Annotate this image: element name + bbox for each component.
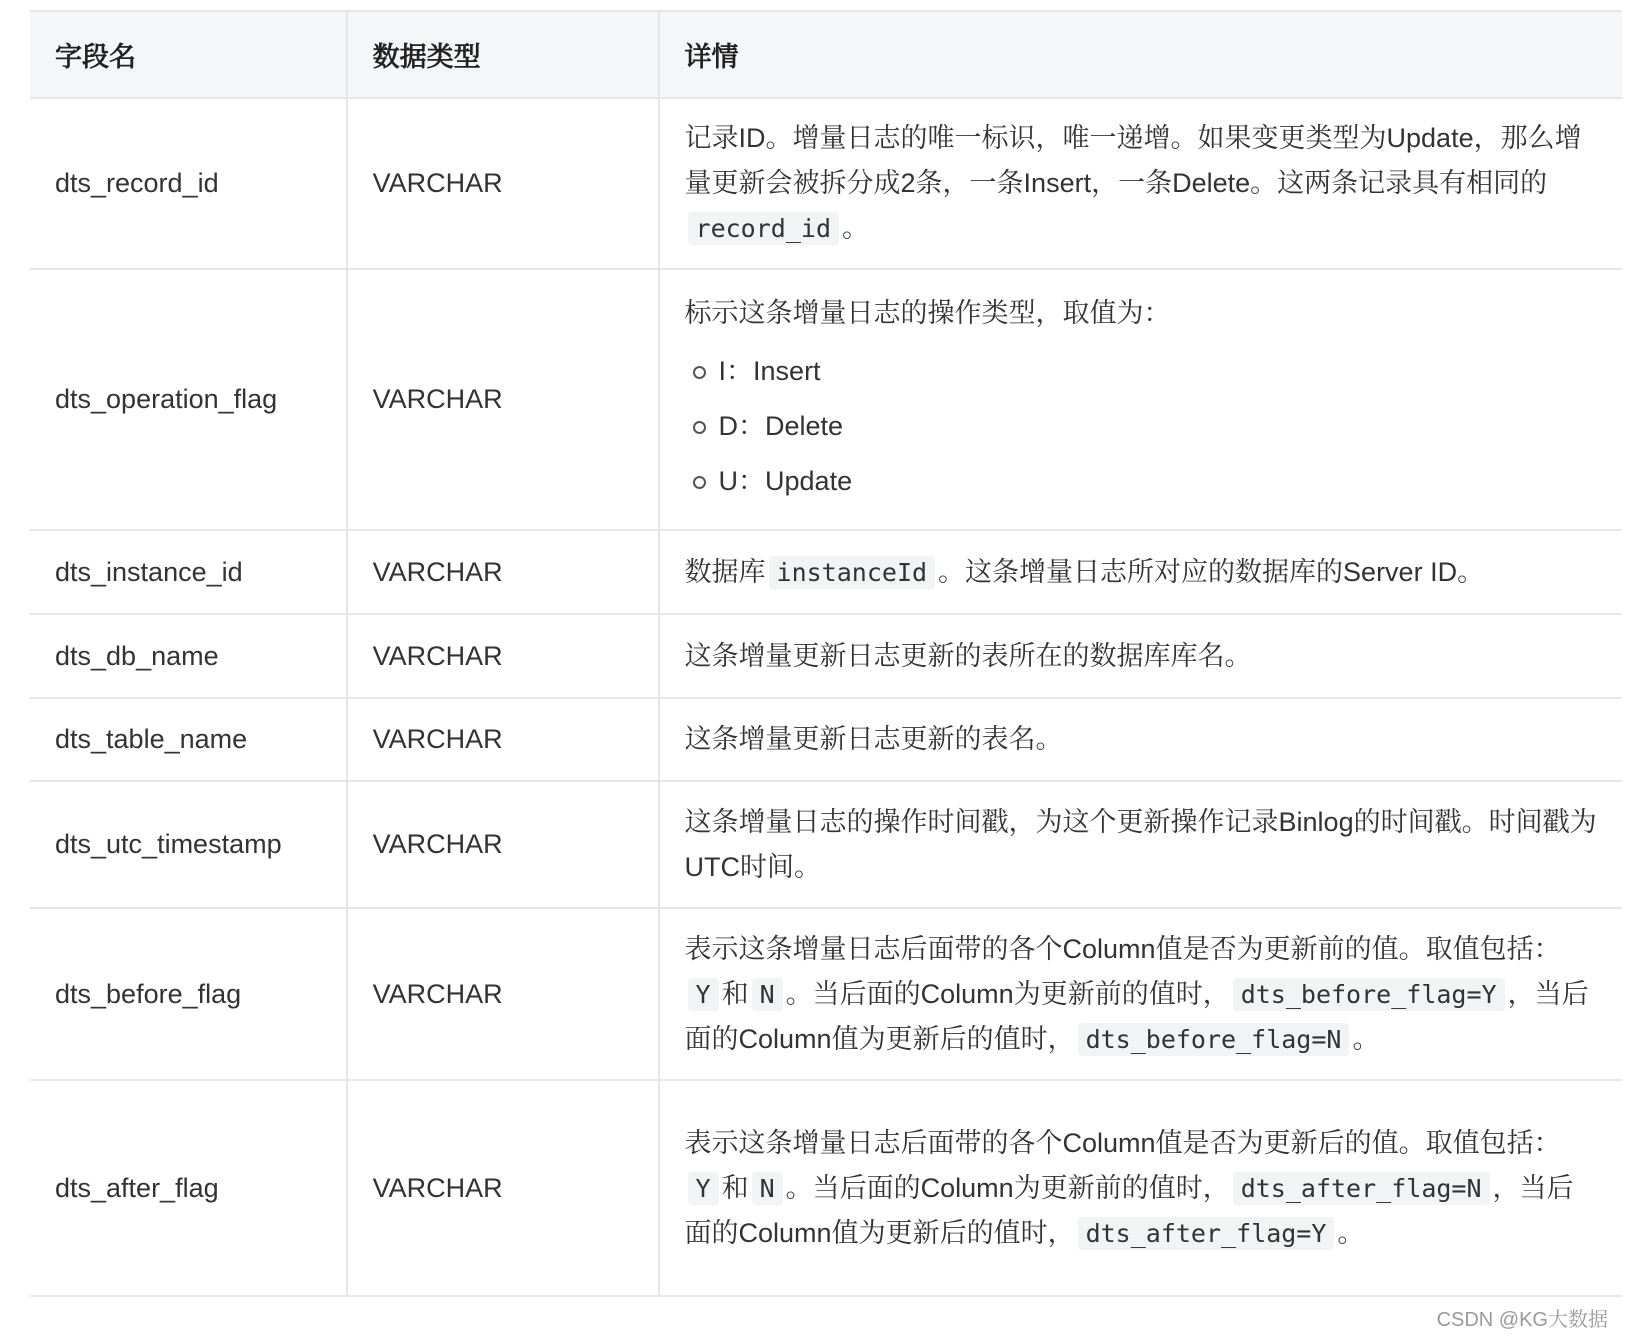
detail-cell [659,269,1622,530]
list-item [685,344,1597,399]
detail-cell [659,908,1622,1080]
table-row [30,1080,1622,1296]
inline-code: dts_after_flag=N [1233,1172,1490,1205]
data-type-cell: VARCHAR [347,98,659,269]
field-name-cell: dts_db_name [30,614,347,698]
field-name-cell: dts_record_id [30,98,347,269]
watermark: CSDN @KG大数据 [1436,1309,1608,1331]
detail-text: 。这条增量日志所对应的数据库的Server ID。 [938,556,1485,587]
option-list [685,344,1597,509]
header-detail: 详情 [659,11,1622,98]
data-type-cell: VARCHAR [347,698,659,781]
detail-text: ，当后面的Column值为更新后的值时， [684,978,1589,1054]
inline-code: dts_before_flag=N [1078,1023,1350,1056]
detail-text: 。 [842,213,869,243]
data-type-cell: VARCHAR [347,269,659,530]
table-row [30,908,1622,1080]
detail-text: 表示这条增量日志后面带的各个Column值是否为更新后的值。取值包括： [684,1127,1561,1158]
inline-code: dts_before_flag=Y [1233,978,1505,1011]
detail-text: 数据库 [684,556,766,587]
detail-text: 。当后面的Column为更新前的值时， [785,1172,1230,1203]
detail-text: 和 [721,1172,749,1203]
data-type-cell: VARCHAR [347,1080,659,1296]
field-table [30,10,1622,1297]
circle-bullet-icon [693,366,706,379]
detail-text: 。 [1352,1023,1380,1054]
detail-text: ，当后面的Column值为更新后的值时， [684,1172,1574,1248]
table-row [30,781,1622,908]
table-row [30,530,1622,614]
detail-text: 记录ID。增量日志的唯一标识，唯一递增。如果变更类型为Update，那么增量更新会被拆分成2条，一条Insert，一条Delete。这两条记录具有相同的 [684,123,1582,198]
field-name-cell: dts_instance_id [30,530,347,614]
inline-code: Y [688,1172,719,1205]
detail-text: 。当后面的Column为更新前的值时， [785,978,1230,1009]
detail-cell [659,530,1622,614]
detail-cell: 这条增量更新日志更新的表所在的数据库库名。 [659,614,1622,698]
data-type-cell: VARCHAR [347,614,659,698]
field-name-cell: dts_after_flag [30,1080,347,1296]
data-type-cell: VARCHAR [347,781,659,908]
field-name-cell: dts_operation_flag [30,269,347,530]
inline-code: N [752,978,783,1011]
detail-text: 。 [1337,1217,1365,1248]
inline-code: N [752,1172,783,1205]
field-name-cell: dts_before_flag [30,908,347,1080]
option-text: D：Delete [718,410,844,441]
data-type-cell: VARCHAR [347,530,659,614]
table-header-row [30,11,1622,98]
option-text: I：Insert [718,355,821,386]
inline-code: dts_after_flag=Y [1078,1217,1335,1250]
header-data-type: 数据类型 [347,11,659,98]
circle-bullet-icon [693,476,706,489]
circle-bullet-icon [693,421,706,434]
field-name-cell: dts_table_name [30,698,347,781]
list-item [685,399,1597,454]
data-type-cell: VARCHAR [347,908,659,1080]
detail-text: 和 [721,978,749,1009]
table-row [30,269,1622,530]
inline-code: instanceId [769,556,936,589]
inline-code: record_id [688,212,839,245]
detail-text: 表示这条增量日志后面带的各个Column值是否为更新前的值。取值包括： [684,933,1561,964]
field-name-cell: dts_utc_timestamp [30,781,347,908]
detail-intro: 标示这条增量日志的操作类型，取值为： [684,297,1171,328]
detail-cell [659,98,1622,269]
list-item [685,454,1597,509]
detail-cell: 这条增量日志的操作时间戳，为这个更新操作记录Binlog的时间戳。时间戳为UTC时间。 [659,781,1622,908]
detail-cell: 这条增量更新日志更新的表名。 [659,698,1622,781]
inline-code: Y [688,978,719,1011]
table-row [30,614,1622,698]
option-text: U：Update [718,465,853,496]
table-row [30,98,1622,269]
table-row [30,698,1622,781]
detail-cell [659,1080,1622,1296]
header-field-name: 字段名 [30,11,347,98]
